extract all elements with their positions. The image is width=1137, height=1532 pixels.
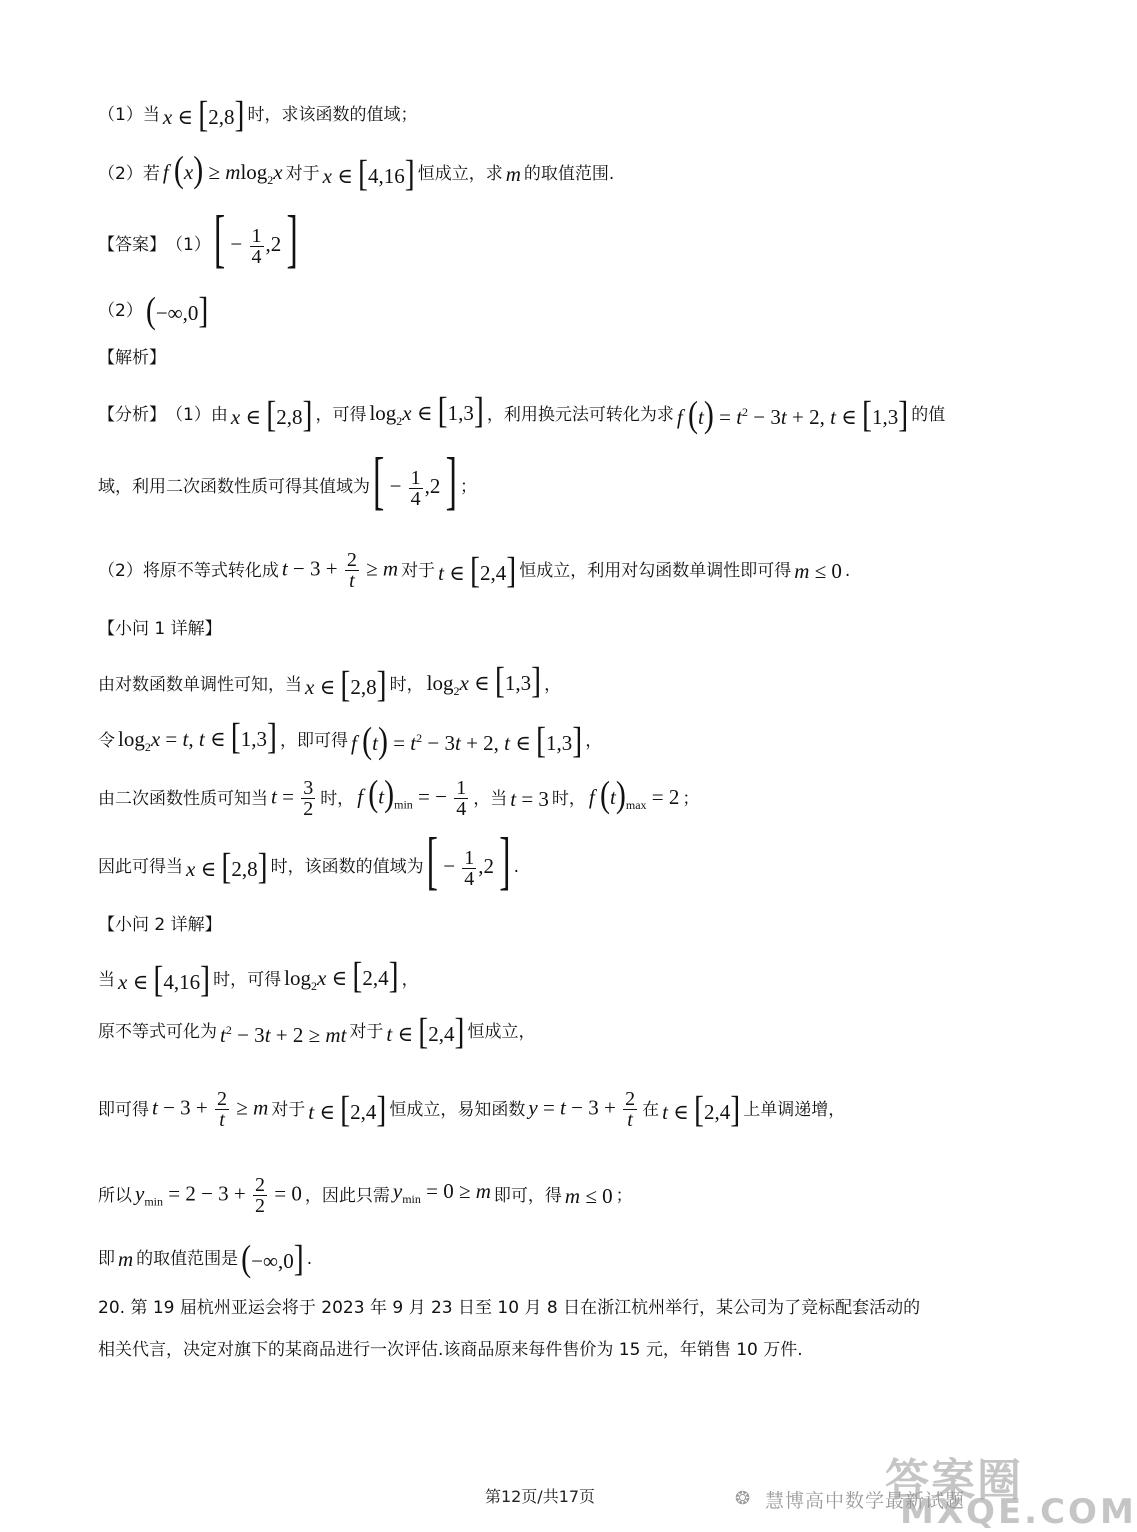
wechat-icon: ❂ (735, 1488, 751, 1509)
sub1-line-4: 因此可得当 x ∈ [2,8] 时，该函数的值域为 [ − $\frac{1}{4}$ ,2 ] . (98, 826, 520, 898)
watermark-seal: 答案圈 (885, 1455, 1023, 1506)
watermark-account: 慧博高中数学最新试题 (765, 1490, 966, 1512)
sub1-heading: 【小问 1 详解】 (98, 619, 222, 639)
sub1-line-1: 由对数函数单调性可知，当 x ∈ [2,8] 时， $\log_2x$ ∈ [1,3] ， (98, 659, 562, 705)
sub2-line-2: 原不等式可化为 $t^2 - 3t + 2$ ≥ mt 对于 t ∈ [2,4] 恒成立， (98, 1010, 536, 1052)
question-part-1: （1）当 x ∈ [2,8] 时，求该函数的值域； (98, 93, 418, 135)
sub2-line-5: 即 m 的取值范围是 (−∞,0] . (98, 1237, 313, 1279)
sub2-line-4: 所以 $y_{min} = 2 - 3$ + $\frac{2}{2}$ = 0 ，因此只需 $y_{min} = 0 \ge m$ 即可，得 m ≤ 0 ； (98, 1174, 633, 1217)
sub2-line-1: 当 x ∈ [4,16] 时，可得 $\log_2x$ ∈ [2,4] ， (98, 954, 419, 1000)
math-x-in-2-8: x ∈ [2,8] (162, 93, 245, 135)
sub1-line-2: 令 $\log_2x = t$, t ∈ [1,3] ，即可得 f $(t) = t^2 - 3t + 2$, t ∈ [1,3] ， (98, 715, 603, 761)
answer-line-1: 【答案】 （1） [ − $\frac{1}{4}$ ,2 ] (98, 224, 301, 267)
sub2-heading: 【小问 2 详解】 (98, 915, 222, 935)
math-inequality: f (x) ≥ mlog$_2$x (162, 148, 283, 190)
math-answer-2: (−∞,0] (145, 289, 209, 331)
math-answer-1: [ − $\frac{1}{4}$ ,2 ] (213, 204, 298, 276)
sub2-line-3: 即可得 t − 3 + $\frac{2}{t}$ ≥ m 对于 t ∈ [2,4] 恒成立，易知函数 y = t − 3 + $\frac{2}{t}$ 在 t ∈ [2,4] 上单调递增， (98, 1088, 846, 1131)
question-20-line-1: 20. 第 19 届杭州亚运会将于 2023 年 9 月 23 日至 10 月 8 日在浙江杭州举行，某公司为了竞标配套活动的 (98, 1298, 921, 1318)
analysis-line-3: （2）将原不等式转化成 t − 3 + $\frac{2}{t}$ ≥ m 对于 t ∈ [2,4] 恒成立，利用对勾函数单调性即可得 m ≤ 0 . (98, 549, 851, 592)
watermark-site: MXQE.COM (900, 1492, 1137, 1532)
analysis-line-2: 域，利用二次函数性质可得其值域为 [ − $\frac{1}{4}$ ,2 ] ； (98, 446, 477, 518)
question-20-line-2: 相关代言，决定对旗下的某商品进行一次评估.该商品原来每件售价为 15 元，年销售 10 万件. (98, 1340, 803, 1360)
answer-line-2: （2） (−∞,0] (98, 296, 211, 326)
page-number: 第12页/共17页 (484, 1487, 596, 1506)
math-x-in-4-16: x ∈ [4,16] (322, 152, 415, 194)
analysis-line-1: 【分析】 （1）由 x ∈ [2,8] ，可得 $\log_2x$ ∈ [1,3] ，利用换元法可转化为求 f $(t) = t^2 - 3t + 2$, t ∈ [1,3] 的值 (98, 389, 946, 435)
question-part-2: （2）若 f (x) ≥ mlog$_2$x 对于 x ∈ [4,16] 恒成立，求 m 的取值范围. (98, 148, 615, 194)
watermark (735, 1455, 1137, 1532)
analysis-heading: 【解析】 (98, 348, 166, 368)
sub1-line-3: 由二次函数性质可知当 t = $\frac{3}{2}$ 时， f $(t)_{min}$ = − $\frac{1}{4}$ ，当 t = 3 时， f $(t)_{max} = 2$ ； (98, 773, 700, 820)
